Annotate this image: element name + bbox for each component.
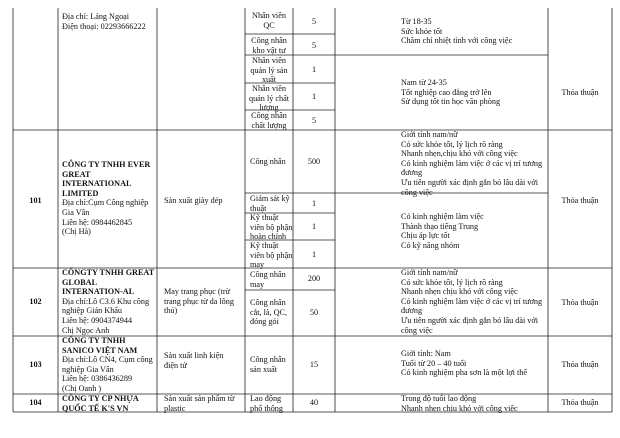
quantity-cell: 5 — [311, 17, 317, 26]
company-line: Địa chỉ: Láng Ngoại — [62, 12, 130, 21]
requirement-line: công việc — [401, 187, 433, 197]
position-name: Giám sát kỹ — [250, 194, 290, 203]
position-cell — [245, 84, 293, 113]
position-cell — [250, 298, 287, 327]
company-line: Liên hệ: 0386436289 — [62, 374, 133, 384]
quantity-cell: 1 — [311, 199, 317, 208]
position-name: lượng — [259, 103, 279, 113]
quantity-cell: 200 — [307, 274, 321, 283]
company-name-line: GREAT — [62, 169, 91, 179]
requirement-line: Có kinh nghiệm làm việc ở các vị trí tương — [401, 296, 543, 306]
requirement-line: Có kinh nghiệm làm việc ở các vị trí tương — [401, 158, 543, 168]
industry-line: plastic — [164, 403, 186, 413]
requirement-line: Có sức khỏe tốt, lý lịch rõ ràng — [401, 139, 503, 149]
company-name-line: SANICO VIỆT NAM — [62, 345, 138, 355]
requirement-line: Nhanh nhẹn chịu khó với công việc — [401, 403, 518, 413]
position-name: Nhân viên — [252, 84, 286, 93]
position-name: Công nhân — [251, 36, 287, 45]
position-name: thuật — [250, 203, 267, 213]
row-number: 103 — [29, 360, 42, 369]
company-line: nghiệp Gián Khẩu — [62, 306, 123, 316]
position-name: chất lượng — [251, 120, 287, 130]
position-name: Công nhân — [250, 270, 286, 279]
requirement-line: Trong độ tuổi lao động — [401, 394, 477, 403]
position-name: may — [250, 279, 265, 289]
position-name: Công nhân — [250, 355, 286, 364]
company-cell-row103 — [62, 336, 153, 394]
position-name: viên bộ phận — [250, 250, 293, 260]
requirement-line: Sử dụng tốt tin học văn phòng — [401, 97, 501, 107]
company-line: Địa chỉ:Cụm Công nghiệp — [62, 198, 149, 208]
company-name-line: INTERNATION-AL — [62, 287, 135, 297]
company-name-line: CÔNG TY TNHH — [62, 336, 126, 345]
position-cell — [245, 111, 293, 130]
position-name: Nhân viên — [252, 11, 286, 20]
requirement-line: Giới tính: Nam — [401, 349, 451, 358]
quantity-cell: 50 — [309, 308, 319, 317]
position-name: sản xuất — [250, 364, 278, 374]
position-name: quản lý sản — [250, 65, 288, 75]
quantity-cell: 1 — [311, 92, 317, 101]
industry-line: Sản xuất linh kiện — [164, 351, 224, 360]
company-cell-row102 — [62, 268, 154, 335]
position-name: Kỹ thuật — [250, 213, 279, 222]
row-number: 102 — [29, 297, 42, 306]
salary-cell: Thỏa thuận — [561, 398, 599, 407]
position-name: may — [250, 260, 265, 270]
requirement-line: Thành thạo tiếng Trung — [401, 221, 479, 231]
position-name: Công nhân — [251, 111, 287, 120]
position-name: QC — [263, 20, 275, 30]
requirement-line: Có kinh nghiệm pha sơn là một lợi thế — [401, 368, 528, 378]
requirement-line: Chăm chỉ nhiệt tình với công việc — [401, 36, 513, 46]
salary-cell: Thỏa thuận — [561, 196, 599, 205]
requirements-cell — [401, 349, 527, 378]
company-line: Địa chỉ:Lô C3.6 Khu công — [62, 296, 150, 306]
requirements-cell — [401, 212, 484, 250]
company-name-line: CÔNGTY TNHH GREAT — [62, 268, 155, 277]
position-name: hoàn chỉnh — [250, 232, 287, 242]
industry-line: điện tử — [164, 360, 187, 370]
industry-cell — [164, 394, 234, 413]
position-name: cắt, là, QC, — [250, 307, 288, 317]
company-cell-row104 — [62, 394, 139, 413]
quantity-cell: 1 — [311, 250, 317, 259]
requirements-cell — [401, 268, 542, 335]
industry-line: May trang phục (trừ — [164, 287, 231, 296]
requirement-line: Tuổi từ 20 – 40 tuổi — [401, 358, 467, 368]
position-name: Lao động — [250, 394, 282, 403]
quantity-cell: 15 — [309, 360, 319, 369]
company-line: (Chị Oanh ) — [62, 383, 102, 393]
company-name-line: GLOBAL — [62, 277, 98, 287]
requirements-cell — [401, 394, 518, 413]
position-cell — [245, 56, 293, 85]
requirement-line: Có sức khỏe tốt, lý lịch rõ ràng — [401, 277, 503, 287]
quantity-cell: 1 — [311, 65, 317, 74]
position-name: viên bộ phận — [250, 222, 293, 232]
position-name: Nhân viên — [252, 56, 286, 65]
requirements-cell — [401, 78, 500, 107]
company-cell-row0 — [62, 12, 146, 31]
company-name-line: CÔNG TY TNHH EVER — [62, 160, 151, 169]
salary-cell: Thỏa thuận — [561, 88, 599, 97]
requirement-line: Giới tính nam/nữ — [401, 130, 458, 139]
industry-line: thú) — [164, 306, 178, 316]
position-name: quản lý chất — [248, 93, 289, 103]
position-name: kho vật tư — [252, 45, 286, 55]
quantity-cell: 40 — [309, 398, 319, 407]
company-line: Liên hệ: 0904374944 — [62, 315, 133, 325]
requirement-line: công việc — [401, 325, 433, 335]
company-line: Địa chỉ:Lô CN4, Cụm công — [62, 355, 153, 365]
company-name-line: CÔNG TY CP NHỰA — [62, 394, 139, 403]
position-name: đóng gói — [250, 317, 279, 327]
requirement-line: đương — [401, 168, 423, 178]
quantity-cell: 500 — [307, 157, 321, 166]
requirement-line: Từ 18-35 — [401, 17, 432, 26]
requirements-cell — [401, 17, 512, 46]
position-cell: Công nhân — [250, 157, 286, 166]
company-name-line: INTERNATIONAL — [62, 179, 132, 189]
company-cell-row101 — [62, 160, 150, 237]
requirement-line: Nam từ 24-35 — [401, 78, 447, 87]
industry-line: Sản xuất sản phẩm từ — [164, 394, 235, 403]
industry-line: trang phục từ da lông — [164, 296, 234, 306]
salary-cell: Thỏa thuận — [561, 298, 599, 307]
salary-cell: Thỏa thuận — [561, 360, 599, 369]
position-cell — [250, 270, 286, 289]
company-line: Điện thoại: 02293666222 — [62, 21, 146, 31]
requirement-line: Tốt nghiệp cao đẳng trở lên — [401, 87, 492, 97]
position-name: Kỹ thuật — [250, 241, 279, 250]
quantity-cell: 5 — [311, 116, 317, 125]
position-cell — [250, 194, 290, 213]
requirement-line: Ưu tiên người xác định gắn bó lâu dài với — [401, 315, 539, 325]
position-cell — [245, 11, 293, 30]
company-line: nghiệp Gia Vân — [62, 364, 114, 374]
position-cell — [245, 36, 293, 55]
requirement-line: Sức khỏe tốt — [401, 26, 443, 36]
position-cell — [250, 355, 286, 374]
requirement-line: Chịu áp lực tốt — [401, 231, 450, 241]
requirement-line: đương — [401, 306, 423, 316]
requirement-line: Ưu tiên người xác định gắn bó lâu dài với — [401, 177, 539, 187]
industry-cell — [164, 351, 223, 370]
company-name-line: QUỐC TẾ K'S VN — [62, 403, 129, 413]
requirement-line: Có kinh nghiệm làm việc — [401, 212, 484, 221]
position-cell — [250, 213, 292, 242]
industry-cell — [164, 287, 234, 316]
position-name: phổ thông — [250, 403, 283, 413]
row-number: 104 — [29, 398, 42, 407]
requirement-line: Nhanh nhẹn,chịu khó với công việc — [401, 149, 518, 159]
company-line: Gia Vân — [62, 207, 90, 217]
industry-cell: Sản xuất giày dép — [164, 196, 223, 205]
quantity-cell: 1 — [311, 222, 317, 231]
company-line: Chị Ngọc Anh — [62, 325, 110, 335]
position-cell — [250, 394, 283, 413]
position-name: Công nhân — [250, 298, 286, 307]
company-line: Liên hệ: 0984462845 — [62, 217, 133, 227]
requirement-line: Nhanh nhẹn chịu khó với công việc — [401, 287, 518, 297]
requirement-line: Có kỹ năng nhóm — [401, 240, 460, 250]
row-number: 101 — [29, 196, 42, 205]
requirement-line: Giới tính nam/nữ — [401, 268, 458, 277]
quantity-cell: 5 — [311, 41, 317, 50]
company-line: (Chị Hà) — [62, 227, 91, 237]
company-name-line: LIMITED — [62, 188, 99, 198]
position-name: xuất — [261, 75, 277, 85]
position-cell — [250, 241, 292, 270]
requirements-cell — [401, 130, 542, 197]
